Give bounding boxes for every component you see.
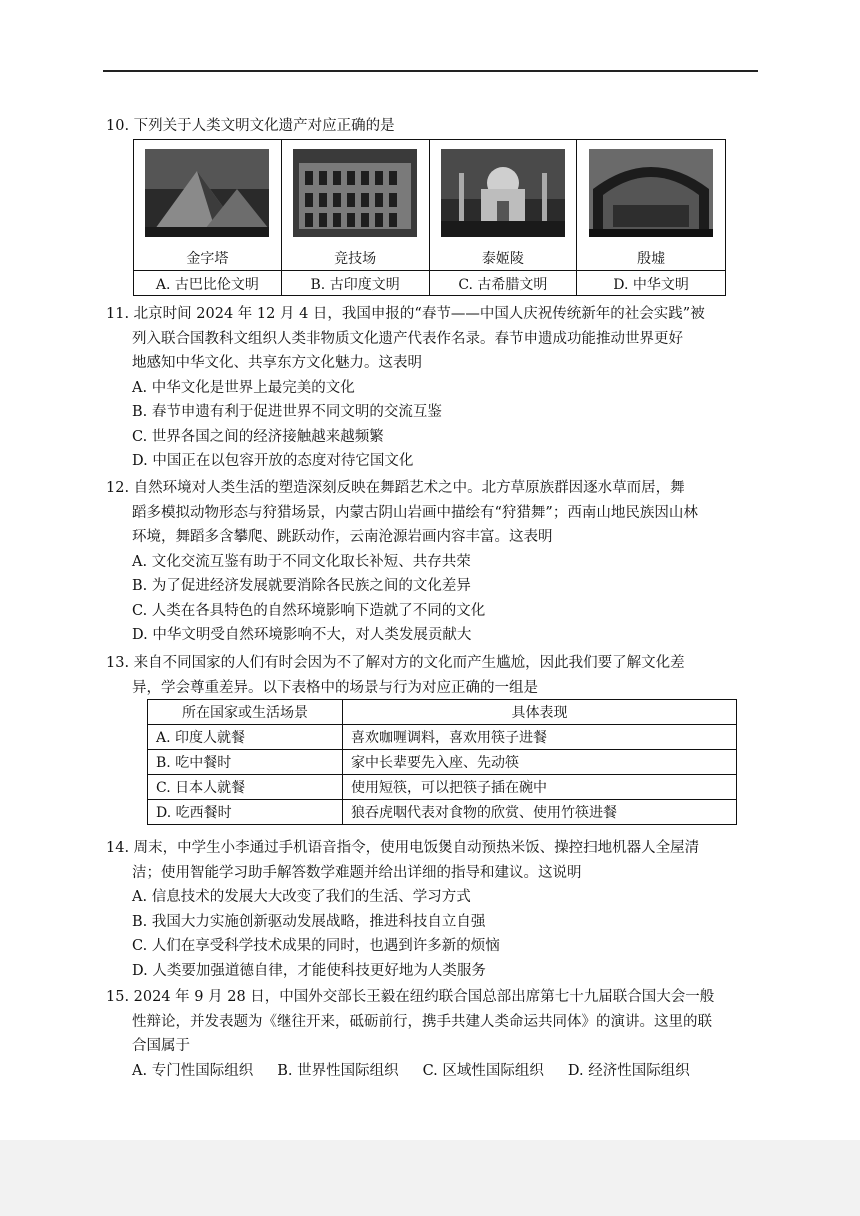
table-row — [148, 800, 737, 825]
option-a: A. 专门性国际组织 — [132, 1062, 254, 1079]
heritage-cell-yinxu — [577, 140, 725, 296]
question-12 — [106, 476, 756, 648]
question-text-line: 异，学会尊重差异。以下表格中的场景与行为对应正确的一组是 — [132, 679, 538, 696]
question-text-line: 洁；使用智能学习助手解答数学难题并给出详细的指导和建议。这说明 — [132, 864, 582, 881]
question-13-table — [147, 699, 737, 825]
taj-mahal-photo-icon — [441, 149, 565, 237]
option-d: D. 中华文明受自然环境影响不大，对人类发展贡献大 — [132, 627, 472, 643]
heritage-cell-taj-mahal — [430, 140, 578, 296]
pyramid-photo-icon — [145, 149, 269, 237]
column-header: 具体表现 — [343, 700, 737, 725]
table-cell: B. 吃中餐时 — [148, 750, 343, 775]
option-b: B. 为了促进经济发展就要消除各民族之间的文化差异 — [132, 578, 471, 594]
table-cell: 喜欢咖喱调料，喜欢用筷子进餐 — [343, 725, 737, 750]
table-cell: 家中长辈要先入座、先动筷 — [343, 750, 737, 775]
question-text-line: 14. 周末，中学生小李通过手机语音指令，使用电饭煲自动预热米饭、操控扫地机器人全屋清 — [106, 840, 700, 856]
table-cell: A. 印度人就餐 — [148, 725, 343, 750]
option-a: A. 古巴比伦文明 — [134, 270, 281, 296]
option-b: B. 我国大力实施创新驱动发展战略，推进科技自立自强 — [132, 913, 486, 930]
question-10-image-table — [133, 139, 726, 296]
option-a: A. 信息技术的发展大大改变了我们的生活、学习方式 — [132, 889, 471, 905]
question-text-line: 列入联合国教科文组织人类非物质文化遗产代表作名录。春节申遗成功能推动世界更好 — [132, 330, 683, 347]
header-rule — [103, 70, 758, 72]
page-bottom-margin — [0, 1140, 860, 1216]
option-d: D. 人类要加强道德自律，才能使科技更好地为人类服务 — [132, 962, 486, 979]
option-b: B. 春节申遗有利于促进世界不同文明的交流互鉴 — [132, 404, 442, 420]
question-10-stem: 10. 下列关于人类文明文化遗产对应正确的是 — [106, 118, 395, 134]
question-text-line: 11. 北京时间 2024 年 12 月 4 日，我国申报的“春节——中国人庆祝传统新年的社会实践”被 — [106, 306, 705, 322]
question-text-line: 13. 来自不同国家的人们有时会因为不了解对方的文化而产生尴尬，因此我们要了解文化差 — [106, 655, 685, 671]
question-text-line: 性辩论，并发表题为《继往开来，砥砺前行，携手共建人类命运共同体》的演讲。这里的联 — [132, 1013, 712, 1030]
table-cell: 狼吞虎咽代表对食物的欣赏、使用竹筷进餐 — [343, 800, 737, 825]
heritage-cell-pyramid — [134, 140, 282, 296]
question-text-line: 15. 2024 年 9 月 28 日，中国外交部长王毅在纽约联合国总部出席第七十九届联合国大会一般 — [106, 989, 715, 1005]
option-b: B. 世界性国际组织 — [277, 1062, 399, 1079]
question-11 — [106, 302, 756, 474]
question-15 — [106, 985, 756, 1083]
question-text-line: 12. 自然环境对人类生活的塑造深刻反映在舞蹈艺术之中。北方草原族群因逐水草而居，舞 — [106, 480, 685, 496]
table-row — [148, 725, 737, 750]
heritage-name: 金字塔 — [186, 251, 229, 267]
table-header-row — [148, 700, 737, 725]
option-a: A. 中华文化是世界上最完美的文化 — [132, 379, 355, 396]
option-c: C. 人类在各具特色的自然环境影响下造就了不同的文化 — [132, 602, 486, 619]
option-c: C. 古希腊文明 — [430, 270, 577, 296]
heritage-name: 竞技场 — [334, 251, 377, 267]
column-header: 所在国家或生活场景 — [148, 700, 343, 725]
table-cell: D. 吃西餐时 — [148, 800, 343, 825]
question-text-line: 蹈多模拟动物形态与狩猎场景，内蒙古阴山岩画中描绘有“狩猎舞”；西南山地民族因山林 — [132, 504, 698, 521]
table-row — [148, 750, 737, 775]
question-text-line: 地感知中华文化、共享东方文化魅力。这表明 — [132, 355, 422, 371]
table-row — [148, 775, 737, 800]
question-15-options — [106, 1059, 756, 1084]
option-b: B. 古印度文明 — [282, 270, 429, 296]
heritage-name: 泰姬陵 — [481, 251, 524, 267]
option-c: C. 区域性国际组织 — [422, 1062, 544, 1079]
option-d: D. 经济性国际组织 — [567, 1062, 690, 1079]
question-10 — [106, 114, 756, 139]
question-13 — [106, 651, 756, 700]
question-text-line: 环境，舞蹈多含攀爬、跳跃动作，云南沧源岩画内容丰富。这表明 — [132, 529, 553, 545]
table-cell: C. 日本人就餐 — [148, 775, 343, 800]
colosseum-photo-icon — [293, 149, 417, 237]
option-a: A. 文化交流互鉴有助于不同文化取长补短、共存共荣 — [132, 553, 471, 570]
option-d: D. 中华文明 — [577, 270, 725, 296]
yinxu-photo-icon — [589, 149, 713, 237]
option-c: C. 人们在享受科学技术成果的同时，也遇到许多新的烦恼 — [132, 938, 500, 954]
heritage-cell-colosseum — [282, 140, 430, 296]
option-d: D. 中国正在以包容开放的态度对待它国文化 — [132, 453, 414, 469]
option-c: C. 世界各国之间的经济接触越来越频繁 — [132, 428, 384, 445]
heritage-name: 殷墟 — [637, 251, 666, 267]
question-text-line: 合国属于 — [132, 1038, 190, 1054]
table-cell: 使用短筷，可以把筷子插在碗中 — [343, 775, 737, 800]
question-14 — [106, 836, 756, 983]
